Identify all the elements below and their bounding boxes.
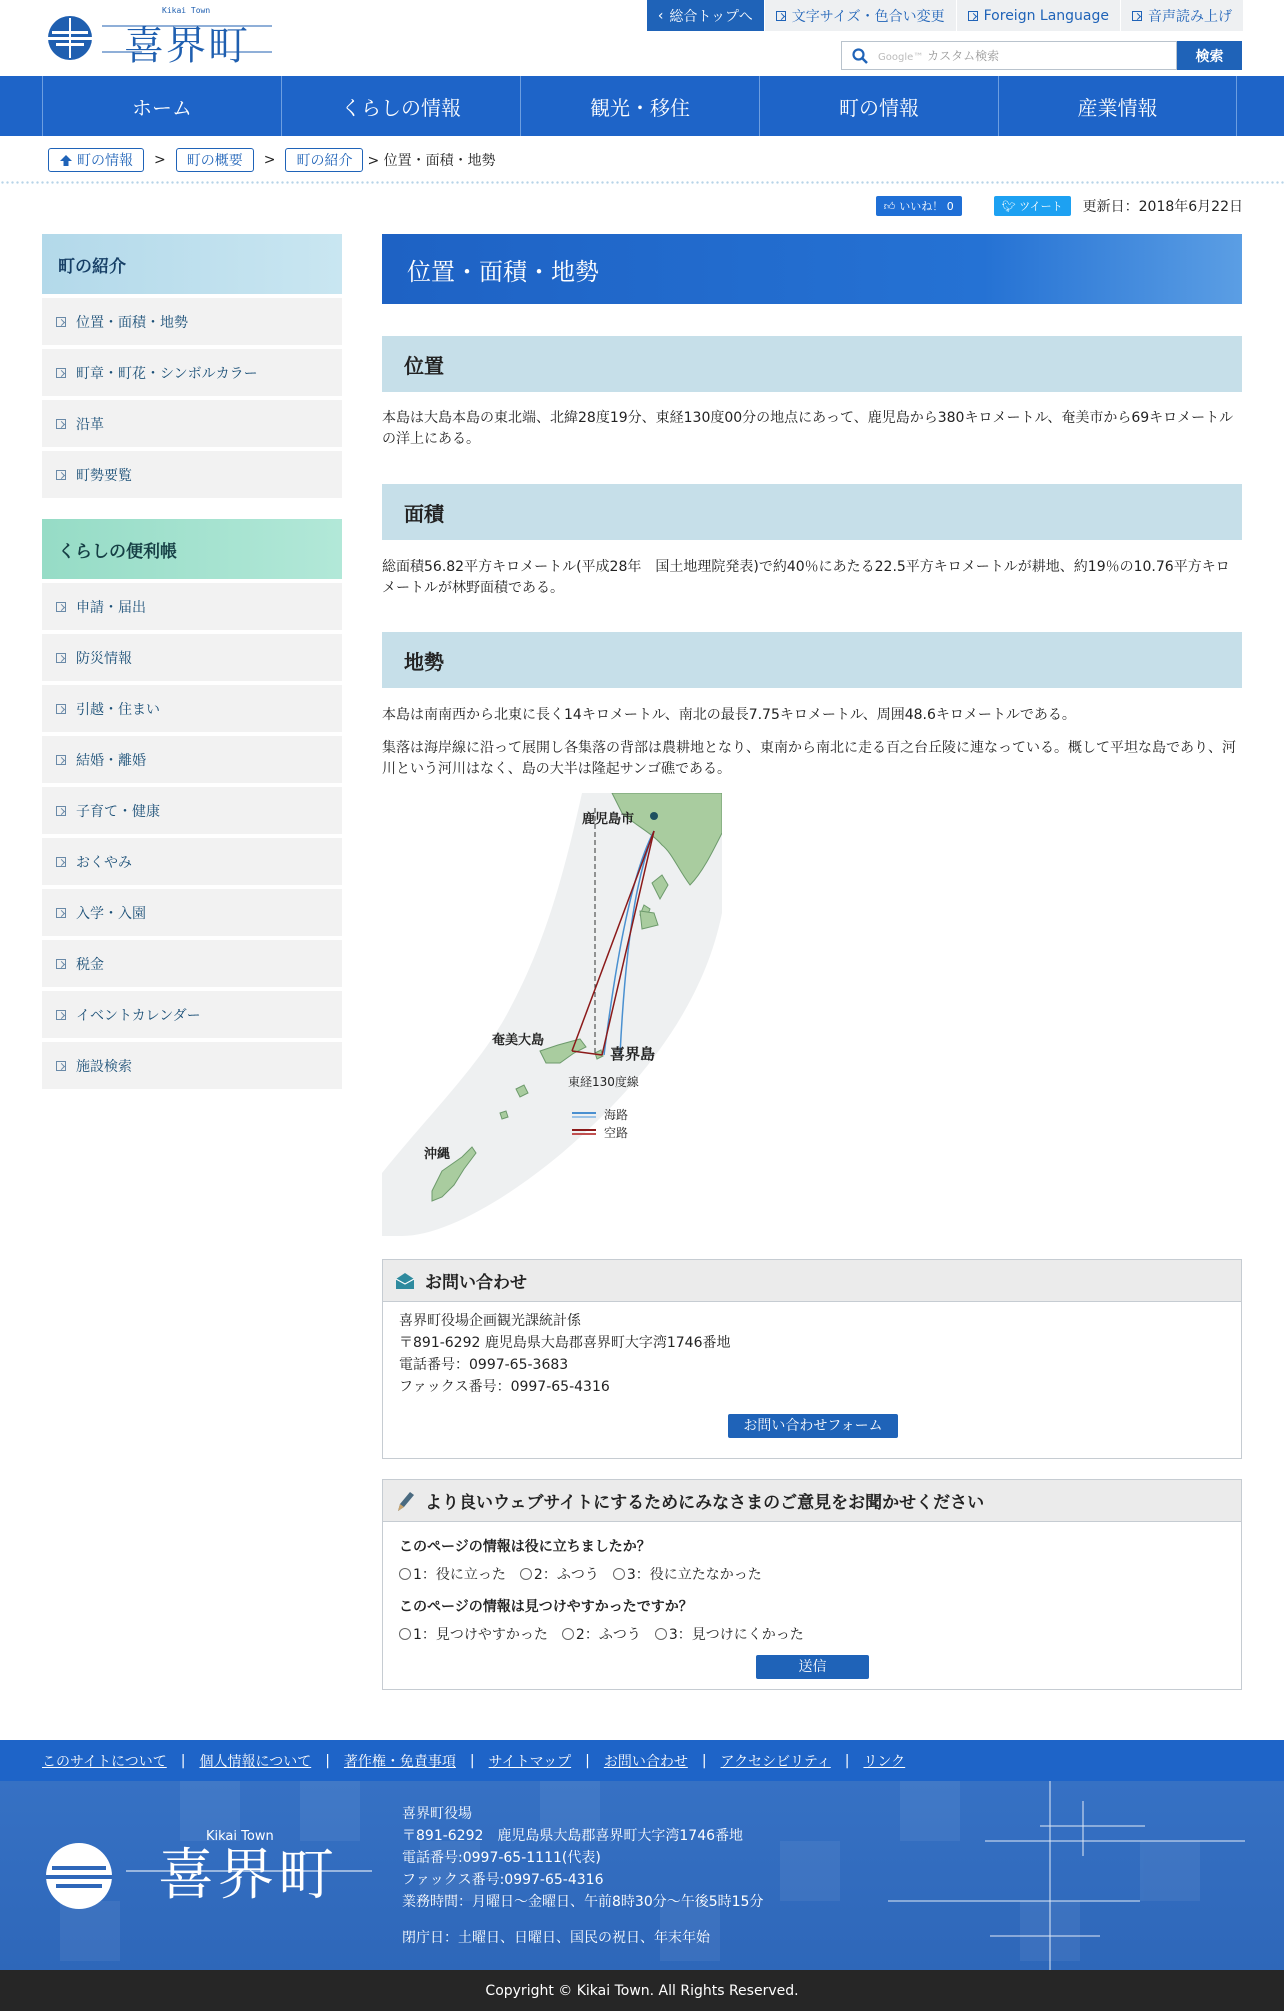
contact-details (383, 1302, 1241, 1406)
radio-option[interactable] (562, 1624, 641, 1644)
link-icon (56, 806, 66, 816)
map-label-kagoshima: 鹿児島市 (582, 812, 635, 827)
footer-link[interactable]: このサイトについて (42, 1753, 167, 1770)
map-label-okinawa: 沖縄 (424, 1147, 451, 1162)
sidebar-heading: 町の紹介 (42, 234, 342, 294)
breadcrumb-town-info[interactable]: 町の情報 (48, 148, 144, 172)
search-icon (852, 48, 868, 64)
search-input[interactable] (841, 41, 1177, 70)
feedback-box (382, 1479, 1242, 1690)
sidebar-item-label: 位置・面積・地勢 (76, 314, 188, 331)
footer-links (0, 1740, 1284, 1781)
breadcrumb-overview[interactable]: 町の概要 (176, 148, 254, 172)
sidebar-item-label: 税金 (76, 956, 104, 973)
location-map (382, 793, 722, 1236)
sidebar-item-label: 申請・届出 (76, 599, 146, 616)
radio-label: 3：役に立たなかった (626, 1567, 762, 1583)
link-icon (56, 959, 66, 969)
feedback-q1: このページの情報は役に立ちましたか？ (399, 1539, 651, 1555)
map-label-meridian: 東経130度線 (568, 1075, 639, 1089)
footer-fax: ファックス番号:0997-65-4316 (402, 1872, 604, 1888)
footer-address (402, 1803, 763, 1949)
link-icon (56, 755, 66, 765)
sidebar-item-label: 施設検索 (76, 1058, 132, 1075)
radio-option[interactable] (520, 1564, 599, 1584)
sidebar-item[interactable] (42, 838, 342, 885)
radio-button[interactable] (613, 1568, 625, 1580)
contact-dept: 喜界町役場企画観光課統計係 (399, 1313, 581, 1329)
radio-label: 3：見つけにくかった (668, 1627, 804, 1643)
utility-links (646, 0, 1243, 31)
footer-link-separator: | (469, 1752, 475, 1769)
sidebar-item-label: 町章・町花・シンボルカラー (76, 365, 258, 382)
footer-link[interactable]: アクセシビリティ (720, 1753, 831, 1770)
twitter-icon: 🐦︎ (1001, 200, 1016, 213)
footer-main (0, 1781, 1284, 1970)
logo-subtitle: Kikai Town (162, 6, 211, 15)
link-icon (968, 11, 978, 21)
contact-header: お問い合わせ (383, 1260, 1241, 1302)
sidebar-intro (42, 234, 342, 502)
footer-logo-title: 喜界町 (158, 1843, 338, 1908)
area-text: 総面積56.82平方キロメートル(平成28年 国土地理院発表)で約40％にあたる22.5平方キロメートルが耕地、約19％の10.76平方キロメートルが林野面積である。 (382, 559, 1230, 596)
logo-title: 喜界町 (124, 23, 250, 69)
link-icon (56, 857, 66, 867)
footer-link[interactable]: リンク (863, 1753, 906, 1770)
sidebar-item[interactable] (42, 451, 342, 498)
footer-link-separator: | (701, 1752, 707, 1769)
nav-home[interactable]: ホーム (42, 76, 281, 136)
mail-icon (395, 1272, 415, 1290)
nav-town-info[interactable]: 町の情報 (759, 76, 998, 136)
breadcrumb (48, 148, 496, 172)
contact-fax: ファックス番号：0997-65-4316 (399, 1379, 610, 1395)
radio-option[interactable] (399, 1564, 506, 1584)
link-icon (56, 602, 66, 612)
link-icon (56, 1061, 66, 1071)
link-icon (56, 317, 66, 327)
link-icon (1132, 11, 1142, 21)
section-heading-area: 面積 (382, 484, 1242, 540)
footer-hours: 業務時間：月曜日～金曜日、午前8時30分～午後5時15分 (402, 1894, 764, 1910)
footer-office-name: 喜界町役場 (402, 1806, 472, 1822)
sidebar-living (42, 519, 342, 1093)
sidebar-item[interactable] (42, 889, 342, 936)
top-page-link[interactable]: ‹ 総合トップへ (646, 0, 764, 31)
footer-link-separator: | (844, 1752, 850, 1769)
map-label-amami: 奄美大島 (492, 1033, 545, 1048)
foreign-language-link[interactable]: Foreign Language (956, 0, 1120, 31)
feedback-q2-options (383, 1624, 1241, 1644)
section-heading-location: 位置 (382, 336, 1242, 392)
feedback-header: より良いウェブサイトにするためにみなさまのご意見をお聞かせください (383, 1480, 1241, 1522)
updated-date: 更新日：2018年6月22日 (1082, 199, 1243, 215)
link-icon (56, 908, 66, 918)
copyright: Copyright © Kikai Town. All Rights Reserved. (0, 1970, 1284, 2011)
link-icon (56, 470, 66, 480)
radio-button[interactable] (655, 1628, 667, 1640)
breadcrumb-intro[interactable]: 町の紹介 (285, 148, 363, 172)
sidebar-item-label: 子育て・健康 (76, 803, 160, 820)
site-search (841, 41, 1242, 70)
radio-label: 2：ふつう (533, 1567, 599, 1583)
footer-link-separator: | (180, 1752, 186, 1769)
sidebar-item-label: 引越・住まい (76, 701, 160, 718)
footer-phone: 電話番号:0997-65-1111(代表) (402, 1850, 601, 1866)
contact-phone: 電話番号：0997-65-3683 (399, 1357, 569, 1373)
footer-closed-days: 閉庁日：土曜日、日曜日、国民の祝日、年末年始 (402, 1930, 710, 1946)
link-icon (56, 368, 66, 378)
pen-icon (395, 1490, 415, 1512)
page-title: 位置・面積・地勢 (382, 234, 1242, 304)
radio-label: 2：ふつう (575, 1627, 641, 1643)
radio-option[interactable] (655, 1624, 804, 1644)
sidebar-item[interactable] (42, 1042, 342, 1089)
link-icon (56, 653, 66, 663)
terrain-text-1: 本島は南南西から北東に長く14キロメートル、南北の最長7.75キロメートル、周囲48.6キロメートルである。 (382, 707, 1076, 723)
footer-link[interactable]: お問い合わせ (603, 1753, 688, 1770)
breadcrumb-sep: > (154, 152, 166, 168)
map-illustration (382, 793, 722, 1236)
global-nav (0, 76, 1284, 136)
sidebar-item[interactable] (42, 685, 342, 732)
footer-logo-subtitle: Kikai Town (206, 1829, 274, 1844)
link-icon (56, 419, 66, 429)
nav-tourism[interactable]: 観光・移住 (520, 76, 759, 136)
chevron-left-icon: ‹ (657, 7, 664, 24)
radio-button[interactable] (520, 1568, 532, 1580)
sidebar-item[interactable] (42, 298, 342, 345)
social-bar (876, 196, 1243, 216)
link-icon (56, 1010, 66, 1020)
nav-living[interactable]: くらしの情報 (281, 76, 520, 136)
terrain-text-2: 集落は海岸線に沿って展開し各集落の背部は農耕地となり、東南から南北に走る百之台丘陵に連なっている。概して平坦な島であり、河川という河川はなく、島の大半は隆起サンゴ礁である。 (382, 740, 1236, 777)
search-placeholder: Google™ カスタム検索 (878, 49, 1000, 63)
sidebar-item-label: 町勢要覧 (76, 467, 132, 484)
radio-option[interactable] (399, 1624, 548, 1644)
text-size-link[interactable]: 文字サイズ・色合い変更 (764, 0, 956, 31)
radio-button[interactable] (399, 1568, 411, 1580)
radio-label: 1：役に立った (413, 1567, 506, 1583)
contact-address: 〒891-6292 鹿児島県大島郡喜界町大字湾1746番地 (399, 1335, 731, 1351)
sidebar-item[interactable] (42, 787, 342, 834)
tweet-button[interactable]: 🐦︎ ツイート (994, 196, 1071, 216)
link-icon (776, 11, 786, 21)
section-heading-terrain: 地勢 (382, 632, 1242, 688)
feedback-q1-options (383, 1564, 1241, 1584)
sidebar-item[interactable] (42, 991, 342, 1038)
sidebar-heading: くらしの便利帳 (42, 519, 342, 579)
footer-link-separator: | (585, 1752, 590, 1769)
footer-postal-address: 〒891-6292 鹿児島県大島郡喜界町大字湾1746番地 (402, 1828, 744, 1844)
location-text: 本島は大島本島の東北端、北緯28度19分、東経130度00分の地点にあって、鹿児島から380キロメートル、奄美市から69キロメートルの洋上にある。 (382, 410, 1234, 447)
map-legend-sea: 海路 (604, 1108, 629, 1122)
radio-option[interactable] (613, 1564, 762, 1584)
sidebar-item[interactable] (42, 940, 342, 987)
sidebar-item-label: 防災情報 (76, 650, 132, 667)
sidebar-item[interactable] (42, 400, 342, 447)
sidebar-item[interactable] (42, 349, 342, 396)
nav-industry[interactable]: 産業情報 (998, 76, 1237, 136)
site-logo[interactable] (46, 4, 276, 76)
sidebar-item-label: 結婚・離婚 (76, 752, 146, 769)
arrow-up-icon (59, 154, 73, 167)
breadcrumb-current: > 位置・面積・地勢 (367, 153, 496, 169)
facebook-like-button[interactable]: 👍︎ いいね！ 0 (876, 196, 962, 216)
contact-form-button[interactable]: お問い合わせフォーム (728, 1414, 898, 1438)
submit-button[interactable]: 送信 (756, 1655, 869, 1679)
map-label-kikai: 喜界島 (610, 1045, 656, 1063)
read-aloud-link[interactable]: 音声読み上げ (1120, 0, 1243, 31)
footer-link[interactable]: 著作権・免責事項 (343, 1753, 456, 1770)
sidebar-item-label: 沿革 (76, 416, 104, 433)
breadcrumb-sep: > (263, 152, 276, 168)
feedback-q2: このページの情報は見つけやすかったですか？ (399, 1599, 693, 1615)
radio-button[interactable] (399, 1628, 411, 1640)
radio-label: 1：見つけやすかった (413, 1627, 548, 1643)
sidebar-item[interactable] (42, 736, 342, 783)
contact-box (382, 1259, 1242, 1459)
sidebar-item-label: イベントカレンダー (76, 1007, 201, 1024)
divider (0, 180, 1284, 185)
footer-link[interactable]: サイトマップ (488, 1753, 572, 1770)
sidebar-item[interactable] (42, 583, 342, 630)
sidebar-item[interactable] (42, 634, 342, 681)
link-icon (56, 704, 66, 714)
sidebar-item-label: おくやみ (76, 854, 132, 871)
search-button[interactable]: 検索 (1177, 41, 1242, 70)
map-legend-air: 空路 (604, 1126, 629, 1140)
radio-button[interactable] (562, 1628, 574, 1640)
thumbs-up-icon: 👍︎ (883, 199, 896, 213)
footer-link[interactable]: 個人情報について (199, 1753, 312, 1770)
footer-link-separator: | (325, 1752, 330, 1769)
sidebar-item-label: 入学・入園 (76, 905, 146, 922)
